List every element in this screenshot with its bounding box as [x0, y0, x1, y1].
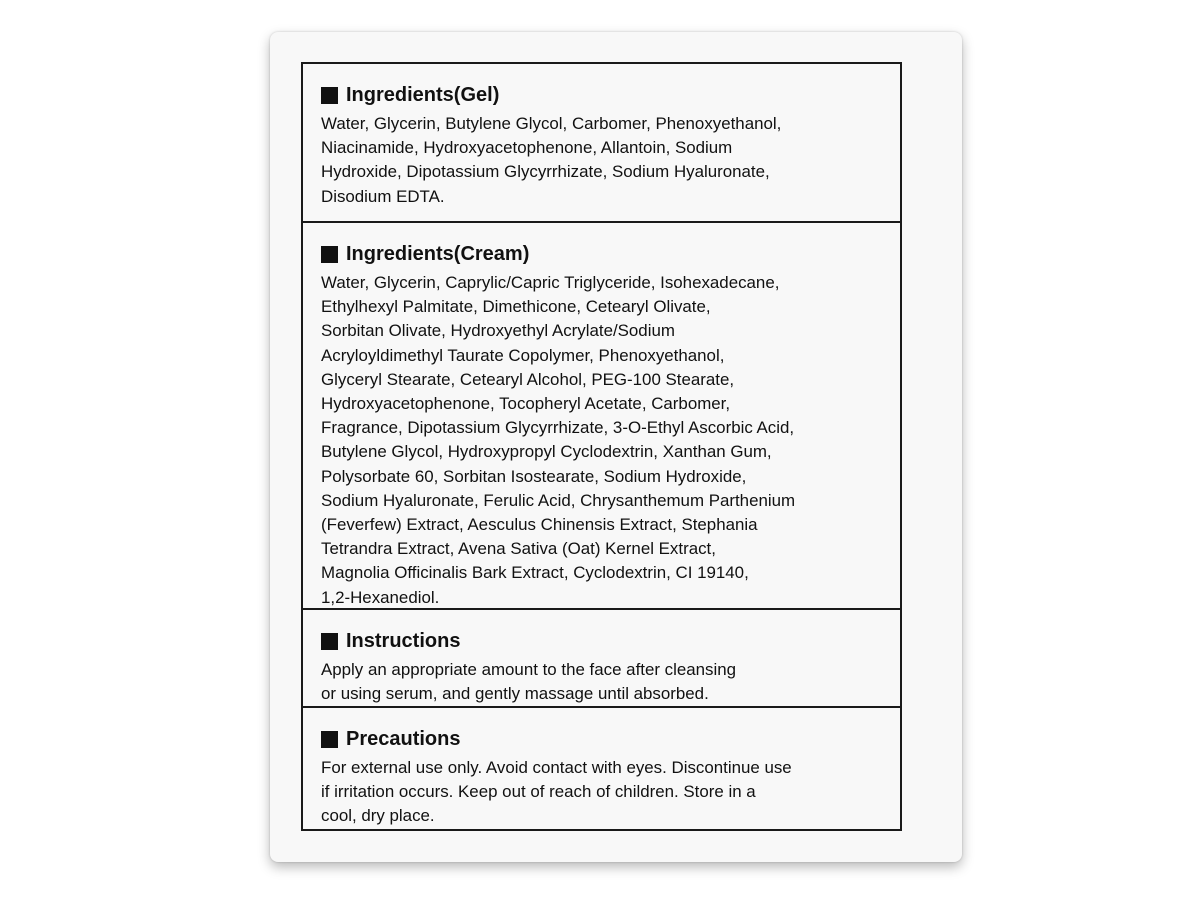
black-square-icon: [321, 87, 338, 104]
section-heading: [321, 628, 886, 654]
black-square-icon: [321, 246, 338, 263]
section-precautions: [303, 706, 900, 829]
section-heading: [321, 241, 886, 267]
text-line: Polysorbate 60, Sorbitan Isostearate, Sodium Hydroxide,: [321, 466, 747, 486]
section-heading: [321, 82, 886, 108]
text-line: Glyceryl Stearate, Cetearyl Alcohol, PEG-100 Stearate,: [321, 369, 735, 389]
instructions-text: [321, 658, 886, 706]
section-ingredients-cream: [303, 221, 900, 608]
text-line: Disodium EDTA.: [321, 186, 445, 206]
text-line: Acryloyldimethyl Taurate Copolymer, Phenoxyethanol,: [321, 345, 725, 365]
section-heading: [321, 726, 886, 752]
section-ingredients-gel: [303, 64, 900, 221]
precautions-text: [321, 756, 886, 829]
section-title: Instructions: [346, 630, 461, 652]
section-title: Ingredients(Cream): [346, 243, 530, 265]
black-square-icon: [321, 633, 338, 650]
text-line: (Feverfew) Extract, Aesculus Chinensis Extract, Stephania: [321, 515, 758, 535]
text-line: or using serum, and gently massage until absorbed.: [321, 684, 709, 704]
section-title: Precautions: [346, 728, 461, 750]
text-line: Butylene Glycol, Hydroxypropyl Cyclodextrin, Xanthan Gum,: [321, 442, 772, 462]
text-line: Ethylhexyl Palmitate, Dimethicone, Cetearyl Olivate,: [321, 297, 711, 317]
text-line: 1,2-Hexanediol.: [321, 587, 440, 607]
text-line: Fragrance, Dipotassium Glycyrrhizate, 3-O-Ethyl Ascorbic Acid,: [321, 418, 795, 438]
ingredients-label: [301, 62, 902, 831]
text-line: Niacinamide, Hydroxyacetophenone, Allantoin, Sodium: [321, 138, 733, 158]
text-line: Hydroxyacetophenone, Tocopheryl Acetate, Carbomer,: [321, 394, 731, 414]
black-square-icon: [321, 731, 338, 748]
ingredient-list: [321, 112, 886, 209]
text-line: if irritation occurs. Keep out of reach of children. Store in a: [321, 782, 756, 802]
text-line: Sorbitan Olivate, Hydroxyethyl Acrylate/Sodium: [321, 321, 675, 341]
ingredient-list: [321, 271, 886, 610]
text-line: Water, Glycerin, Butylene Glycol, Carbomer, Phenoxyethanol,: [321, 114, 782, 133]
text-line: Magnolia Officinalis Bark Extract, Cyclodextrin, CI 19140,: [321, 563, 749, 583]
text-line: Water, Glycerin, Caprylic/Capric Triglyceride, Isohexadecane,: [321, 273, 780, 292]
text-line: Sodium Hyaluronate, Ferulic Acid, Chrysanthemum Parthenium: [321, 490, 796, 510]
text-line: Tetrandra Extract, Avena Sativa (Oat) Kernel Extract,: [321, 539, 716, 559]
text-line: cool, dry place.: [321, 806, 435, 826]
text-line: For external use only. Avoid contact with eyes. Discontinue use: [321, 758, 792, 777]
text-line: Apply an appropriate amount to the face after cleansing: [321, 660, 737, 679]
section-instructions: [303, 608, 900, 706]
section-title: Ingredients(Gel): [346, 84, 500, 106]
text-line: Hydroxide, Dipotassium Glycyrrhizate, Sodium Hyaluronate,: [321, 162, 770, 182]
